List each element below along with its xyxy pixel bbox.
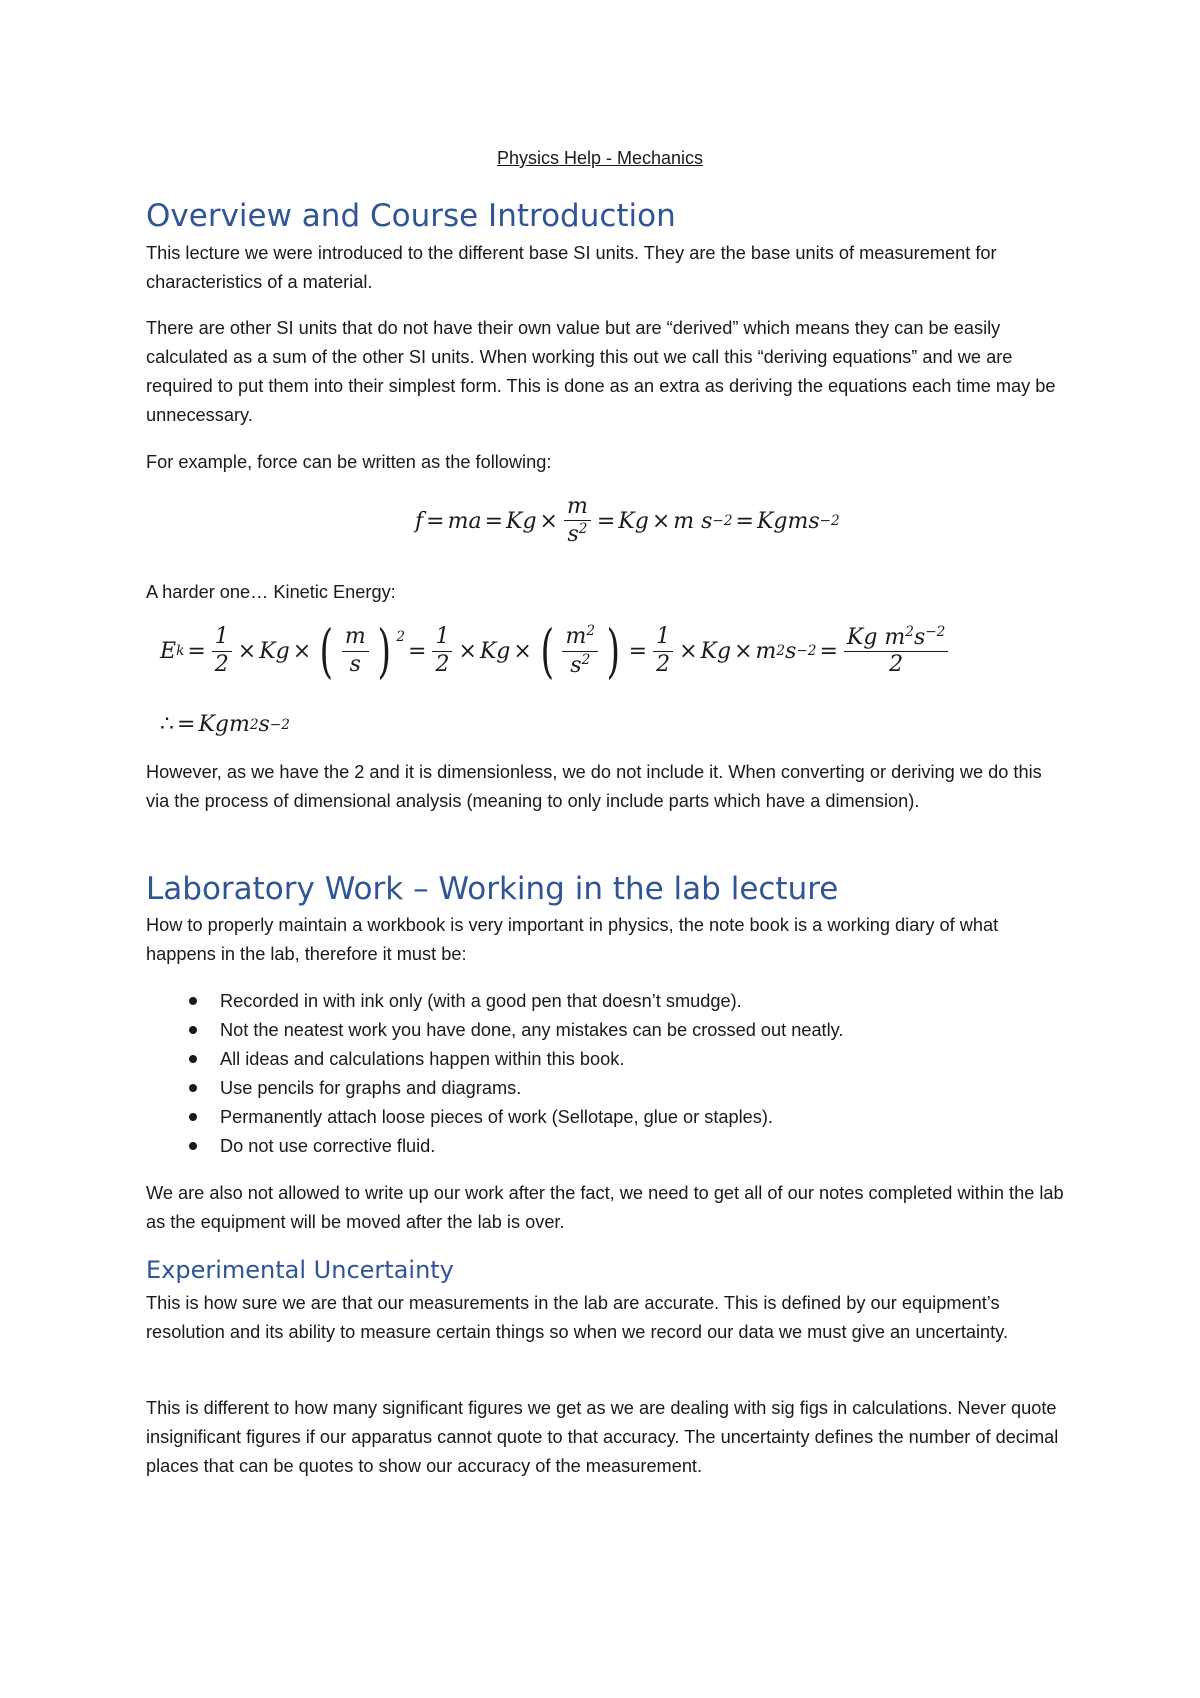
eq-force-denominator: s — [567, 522, 579, 548]
eq-ke-s2-exp: 2 — [581, 651, 591, 668]
eq-ke-half-1-num: 1 — [212, 625, 232, 651]
document-title: Physics Help - Mechanics — [496, 148, 704, 168]
eq-force-kg-2: Kg — [618, 508, 649, 534]
list-item — [146, 1045, 843, 1074]
eq-force-square: 2 — [578, 521, 588, 538]
eq-force-f: f — [415, 508, 424, 534]
list-item-text: Use pencils for graphs and diagrams. — [220, 1078, 522, 1098]
list-item-text: Recorded in with ink only (with a good pen that doesn’t smudge). — [220, 991, 742, 1011]
eq-ke-m-over-s — [342, 625, 369, 676]
eq-ke-m-num: m — [342, 625, 369, 651]
eq-force-exp-2: −2 — [819, 513, 840, 530]
paragraph-write-up: We are also not allowed to write up our work after the fact, we need to get all of our notes completed within the lab as the equipment will be moved after the lab is over. — [146, 1183, 1064, 1232]
eq-ke-kg-1: Kg — [259, 638, 290, 664]
list-item-text: Not the neatest work you have done, any mistakes can be crossed out neatly. — [220, 1020, 844, 1040]
eq-ke-kg-2: Kg — [479, 638, 511, 664]
eq-ke-kg-3: Kg — [700, 638, 732, 664]
eq-ke-s2-base: s — [570, 652, 582, 678]
eq-ke-final-s: s — [913, 624, 926, 650]
eq-therefore-s: s — [258, 712, 270, 737]
list-item — [146, 1016, 843, 1045]
eq-force-fraction — [564, 495, 591, 548]
eq-ke-s-term: s — [785, 638, 797, 664]
bullet-icon — [189, 1142, 197, 1150]
workbook-rules-list — [146, 987, 843, 1161]
heading-overview: Overview and Course Introduction — [146, 198, 676, 234]
bullet-icon — [189, 1084, 197, 1092]
equation-kinetic-energy: E k = $\frac{1}{2}$ × Kg × ( $\frac{m}{s}$ ) $^2$ = $\frac{1}{2}$ × Kg × ( $\frac{m^2}{s^2}$ ) = $\frac{1}{2}$ × Kg × m 2 s −2 = $\frac{Kg m^2s^{-2}}{2}$ — [160, 622, 951, 680]
list-item-text: All ideas and calculations happen within this book. — [220, 1049, 625, 1069]
paragraph-si-units: This lecture we were introduced to the different base SI units. They are the base units of measurement for characteristics of a material. — [146, 243, 997, 292]
eq-ke-final-fraction — [844, 625, 948, 678]
eq-ke-sub-k: k — [176, 643, 185, 659]
list-item — [146, 1132, 843, 1161]
eq-ke-half-1 — [212, 625, 232, 676]
eq-force-kgms: Kgms — [756, 508, 820, 534]
paragraph-significant-figures: This is different to how many significant figures we get as we are dealing with sig figs in calculations. Never quote insignificant figures if our apparatus cannot quote to that accuracy. The uncertainty defines the number of decimal places that can be quotes to show our accuracy of the measurement. — [146, 1398, 1059, 1476]
equation-therefore: ∴ = Kgm 2 s −2 — [160, 712, 290, 737]
eq-ke-half-2 — [432, 625, 452, 676]
paragraph-uncertainty-definition: This is how sure we are that our measurements in the lab are accurate. This is defined by our equipment’s resolution and its ability to measure certain things so when we record our data we must give an uncertainty. — [146, 1293, 1008, 1342]
eq-ke-paren-square: 2 — [396, 629, 405, 645]
paragraph-force-example: For example, force can be written as the following: — [146, 452, 552, 472]
eq-ke-m-term-exp: 2 — [776, 643, 786, 659]
eq-ke-m2-over-s2 — [562, 624, 598, 678]
eq-therefore-kgm: Kgm — [198, 712, 250, 737]
eq-ke-half-3 — [653, 625, 673, 676]
eq-ke-half-1-den: 2 — [214, 651, 229, 677]
bullet-icon — [189, 1113, 197, 1121]
list-item — [146, 1074, 843, 1103]
eq-force-exp: −2 — [712, 513, 733, 530]
bullet-icon — [189, 1026, 197, 1034]
eq-ke-half-3-den: 2 — [656, 651, 671, 677]
eq-ke-e: E — [160, 638, 177, 664]
eq-ke-half-2-num: 1 — [432, 625, 452, 651]
eq-ke-s-term-exp: −2 — [796, 643, 817, 659]
paragraph-dimensional-analysis: However, as we have the 2 and it is dimensionless, we do not include it. When converting or deriving we do this via the process of dimensional analysis (meaning to only include parts which have a dimension). — [146, 762, 1042, 811]
eq-ke-m-term: m — [755, 638, 777, 664]
eq-ke-final-den: 2 — [889, 652, 904, 678]
eq-ke-half-2-den: 2 — [435, 651, 450, 677]
list-item-text: Do not use corrective fluid. — [220, 1136, 436, 1156]
list-item-text: Permanently attach loose pieces of work (Sellotape, glue or staples). — [220, 1107, 773, 1127]
eq-ke-final-kgm: Kg m — [846, 624, 906, 650]
therefore-symbol: ∴ — [160, 712, 174, 737]
heading-laboratory-work: Laboratory Work – Working in the lab lecture — [146, 871, 839, 907]
paragraph-workbook: How to properly maintain a workbook is very important in physics, the note book is a working diary of what happens in the lab, therefore it must be: — [146, 915, 999, 964]
eq-ke-final-s-exp: −2 — [925, 623, 946, 640]
eq-ke-s-den: s — [349, 651, 361, 677]
heading-experimental-uncertainty: Experimental Uncertainty — [146, 1256, 454, 1284]
eq-therefore-m-exp: 2 — [249, 716, 259, 733]
equation-force: f = ma = Kg × $\frac{m}{s^2}$ = Kg × m s −2 = Kgms −2 — [415, 494, 840, 548]
paragraph-kinetic-energy: A harder one… Kinetic Energy: — [146, 582, 396, 602]
eq-ke-final-m-exp: 2 — [905, 623, 914, 640]
eq-force-ma: ma — [447, 508, 482, 534]
eq-force-kg: Kg — [506, 508, 537, 534]
eq-ke-m2-exp: 2 — [586, 623, 596, 640]
bullet-icon — [189, 997, 197, 1005]
eq-ke-m2-base: m — [565, 624, 587, 650]
eq-therefore-s-exp: −2 — [269, 716, 290, 733]
list-item — [146, 987, 843, 1016]
eq-force-numerator: m — [564, 495, 591, 521]
bullet-icon — [189, 1055, 197, 1063]
eq-ke-half-3-num: 1 — [653, 625, 673, 651]
eq-force-ms: m s — [673, 508, 713, 534]
paragraph-derived-units: There are other SI units that do not have their own value but are “derived” which means they can be easily calculated as a sum of the other SI units. When working this out we call this “deriving equations” and we are required to put them into their simplest form. This is done as an extra as deriving the equations each time may be unnecessary. — [146, 318, 1056, 425]
list-item — [146, 1103, 843, 1132]
